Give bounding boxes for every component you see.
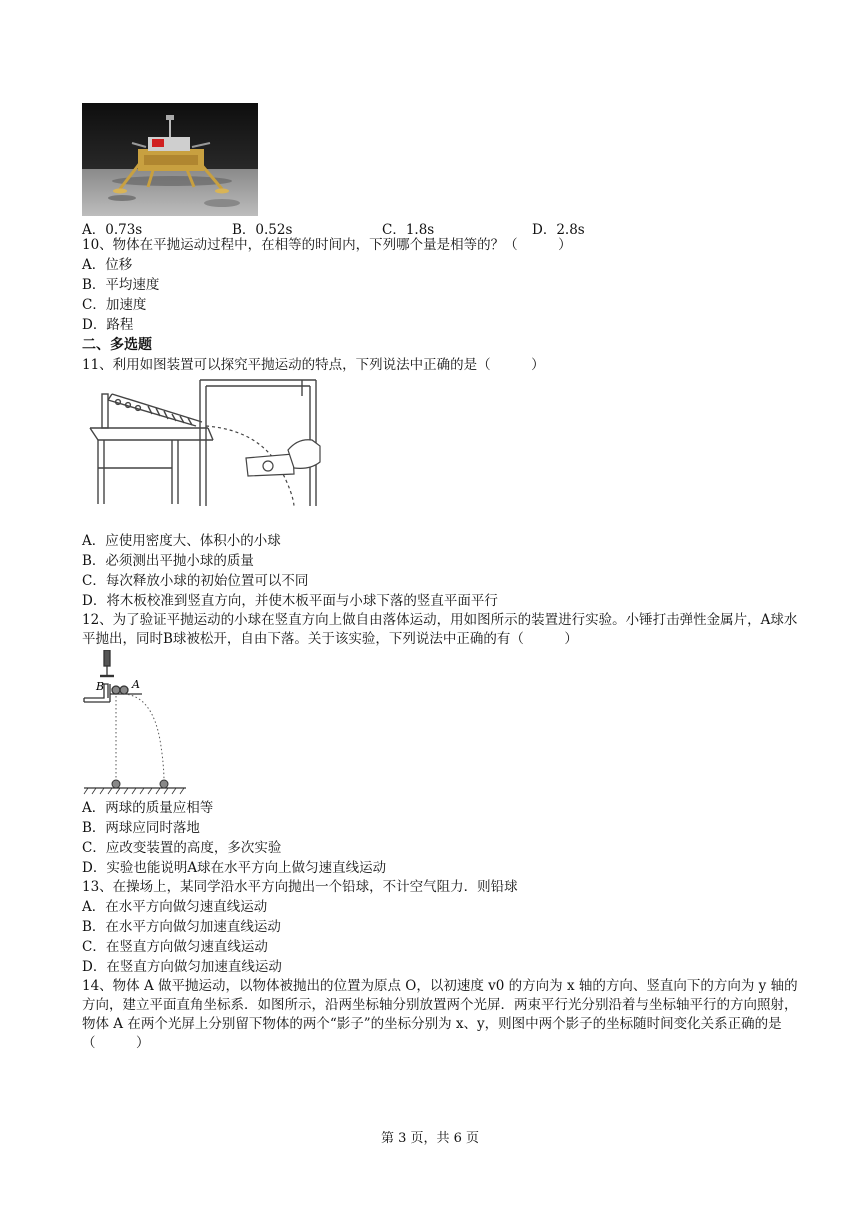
q9-option-d: D．2.8s (532, 222, 585, 238)
q10-option-d: D．路程 (82, 317, 134, 333)
q12-option-a: A．两球的质量应相等 (82, 800, 214, 816)
q12-option-c: C．应改变装置的高度，多次实验 (82, 840, 282, 856)
q10-option-a: A．位移 (82, 257, 133, 273)
q13-stem: 13、在操场上，某同学沿水平方向抛出一个铅球，不计空气阻力．则铅球 (82, 879, 518, 895)
q9-option-b: B．0.52s (232, 222, 293, 238)
q11-apparatus-figure (88, 378, 340, 528)
q12-stem: 12、为了验证平抛运动的小球在竖直方向上做自由落体运动，用如图所示的装置进行实验。小锤打击弹性金属片，A球水平抛出，同时B球被松开，自由下落。关于该实验，下列说法中正确的有（ ） (82, 612, 798, 647)
q10-option-c: C．加速度 (82, 297, 147, 313)
q9-option-a: A．0.73s (82, 222, 143, 238)
figure-label-b: B (96, 680, 105, 693)
lander-photo (82, 103, 258, 216)
page-footer: 第 3 页，共 6 页 (380, 1131, 480, 1146)
q12-option-d: D．实验也能说明A球在水平方向上做匀速直线运动 (82, 860, 387, 876)
q14-stem: 14、物体 A 做平抛运动，以物体被抛出的位置为原点 O，以初速度 v0 的方向为 x 轴的方向、竖直向下的方向为 y 轴的方向，建立平面直角坐标系．如图所示，沿两坐标轴分别放置两个光屏．两束平行光分别沿着与坐标轴平行的方向照射，物体 A 在两个光屏上分别留下物体的两个“影子”的坐标分别为 x、y，则图中两个影子的坐标随时间变化关系正确的是（ ） (82, 978, 798, 1051)
q11-option-b: B．必须测出平抛小球的质量 (82, 553, 254, 569)
q9-option-c: C．1.8s (382, 222, 435, 238)
q13-option-d: D．在竖直方向做匀加速直线运动 (82, 959, 282, 975)
q11-option-c: C．每次释放小球的初始位置可以不同 (82, 573, 309, 589)
q10-option-b: B．平均速度 (82, 277, 160, 293)
q12-option-b: B．两球应同时落地 (82, 820, 200, 836)
q13-option-a: A．在水平方向做匀速直线运动 (82, 899, 268, 915)
figure-label-a: A (132, 678, 140, 691)
section-title: 二、多选题 (82, 337, 152, 353)
q10-stem: 10、物体在平抛运动过程中，在相等的时间内，下列哪个量是相等的？（ ） (82, 237, 572, 253)
q11-option-d: D．将木板校准到竖直方向，并使木板平面与小球下落的竖直平面平行 (82, 593, 498, 609)
q13-option-c: C．在竖直方向做匀速直线运动 (82, 939, 268, 955)
q11-option-a: A．应使用密度大、体积小的小球 (82, 533, 281, 549)
q12-free-fall-figure (82, 650, 192, 798)
q13-option-b: B．在水平方向做匀加速直线运动 (82, 919, 281, 935)
q11-stem: 11、利用如图装置可以探究平抛运动的特点，下列说法中正确的是（ ） (82, 357, 545, 373)
